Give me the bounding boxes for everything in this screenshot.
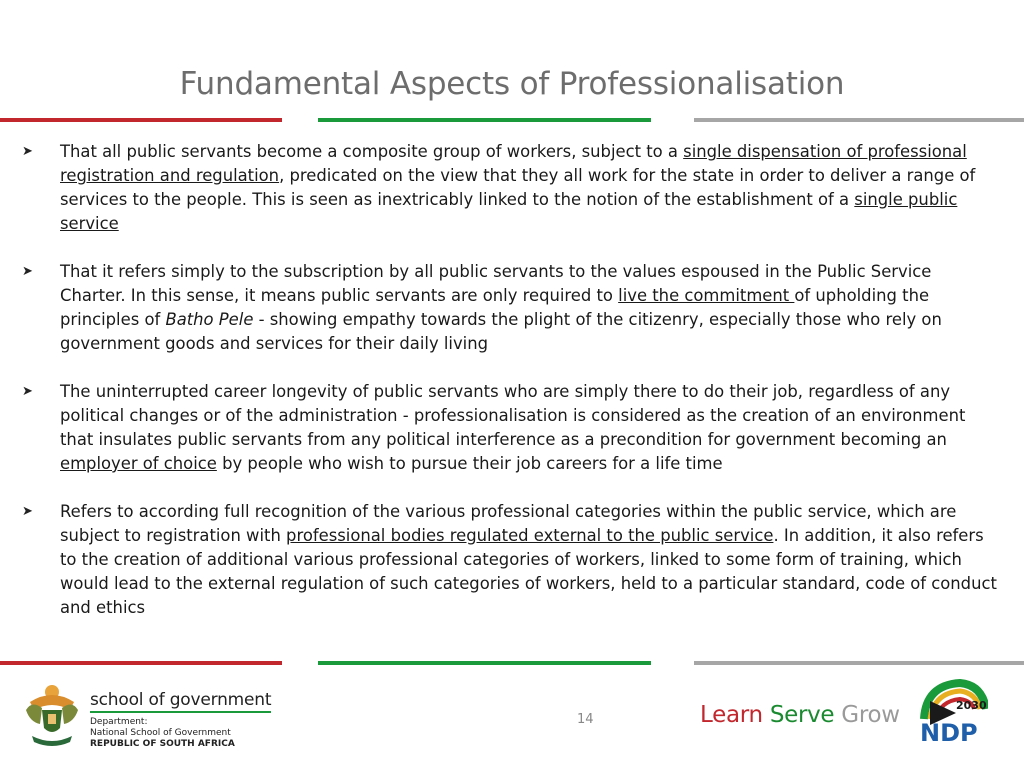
tagline-grow: Grow xyxy=(841,702,900,728)
text-segment: of upholding the principles of xyxy=(60,286,930,329)
school-name: school of government xyxy=(90,690,271,713)
bullet-item xyxy=(22,500,1002,620)
underlined-phrase: professional bodies regulated external to the public service xyxy=(286,526,774,545)
bullet-item xyxy=(22,380,1002,476)
slide-title: Fundamental Aspects of Professionalisation xyxy=(179,66,845,102)
arrowhead-bullet-icon: ➤ xyxy=(22,144,33,159)
bottom-divider-green xyxy=(318,661,651,665)
tagline xyxy=(700,702,900,728)
ndp-logo-icon xyxy=(916,679,988,745)
school-of-government-branding xyxy=(90,690,271,750)
italic-phrase: Batho Pele xyxy=(165,310,254,329)
bottom-divider-red xyxy=(0,661,282,665)
top-divider-grey xyxy=(694,118,1024,122)
department-name: National School of Government xyxy=(90,728,231,738)
ndp-year: 2030 xyxy=(956,699,987,712)
underlined-phrase: live the commitment xyxy=(618,286,795,305)
bullet-list xyxy=(22,140,1002,644)
text-segment: - showing empathy towards the plight of the citizenry, especially those who rely on government goods and services for their daily living xyxy=(60,310,942,353)
bullet-text xyxy=(60,502,997,617)
text-segment: That it refers simply to the subscription by all public servants to the values espoused in the Public Service Charter. In this sense, it means public servants are only required to xyxy=(60,262,932,305)
text-segment: , predicated on the view that they all work for the state in order to deliver a range of services to the people. This is seen as inextricably linked to the notion of the establishment of a xyxy=(60,166,976,209)
bottom-divider-grey xyxy=(694,661,1024,665)
bullet-text xyxy=(60,382,965,473)
country-name: REPUBLIC OF SOUTH AFRICA xyxy=(90,739,235,749)
top-divider-green xyxy=(318,118,651,122)
arrowhead-bullet-icon: ➤ xyxy=(22,384,33,399)
text-segment: by people who wish to pursue their job careers for a life time xyxy=(216,454,723,473)
tagline-learn: Learn xyxy=(700,702,763,728)
underlined-phrase: single public service xyxy=(60,190,958,233)
coat-of-arms-icon xyxy=(22,680,82,750)
bullet-text xyxy=(60,262,942,353)
page-number: 14 xyxy=(577,712,594,727)
underlined-phrase: employer of choice xyxy=(60,454,217,473)
arrowhead-bullet-icon: ➤ xyxy=(22,504,33,519)
bullet-item xyxy=(22,140,1002,236)
bullet-text xyxy=(60,142,975,233)
text-segment: Refers to according full recognition of the various professional categories within the public service, which are subject to registration with xyxy=(60,502,957,545)
bullet-item xyxy=(22,260,1002,356)
department-label: Department: xyxy=(90,717,148,727)
underlined-phrase: single dispensation of professional registration and regulation xyxy=(60,142,967,185)
ndp-text: NDP xyxy=(920,719,978,745)
tagline-serve: Serve xyxy=(769,702,835,728)
text-segment: . In addition, it also refers to the creation of additional various professional categories of workers, linked to some form of training, which would lead to the external regulation of such categories of workers, held to a particular standard, code of conduct and ethics xyxy=(60,526,997,617)
top-divider-red xyxy=(0,118,282,122)
text-segment: That all public servants become a composite group of workers, subject to a xyxy=(60,142,684,161)
arrowhead-bullet-icon: ➤ xyxy=(22,264,33,279)
text-segment: The uninterrupted career longevity of public servants who are simply there to do their job, regardless of any political changes or of the administration - professionalisation is considered as the creation of an environment that insulates public servants from any political interference as a precondition for government becoming an xyxy=(60,382,966,449)
